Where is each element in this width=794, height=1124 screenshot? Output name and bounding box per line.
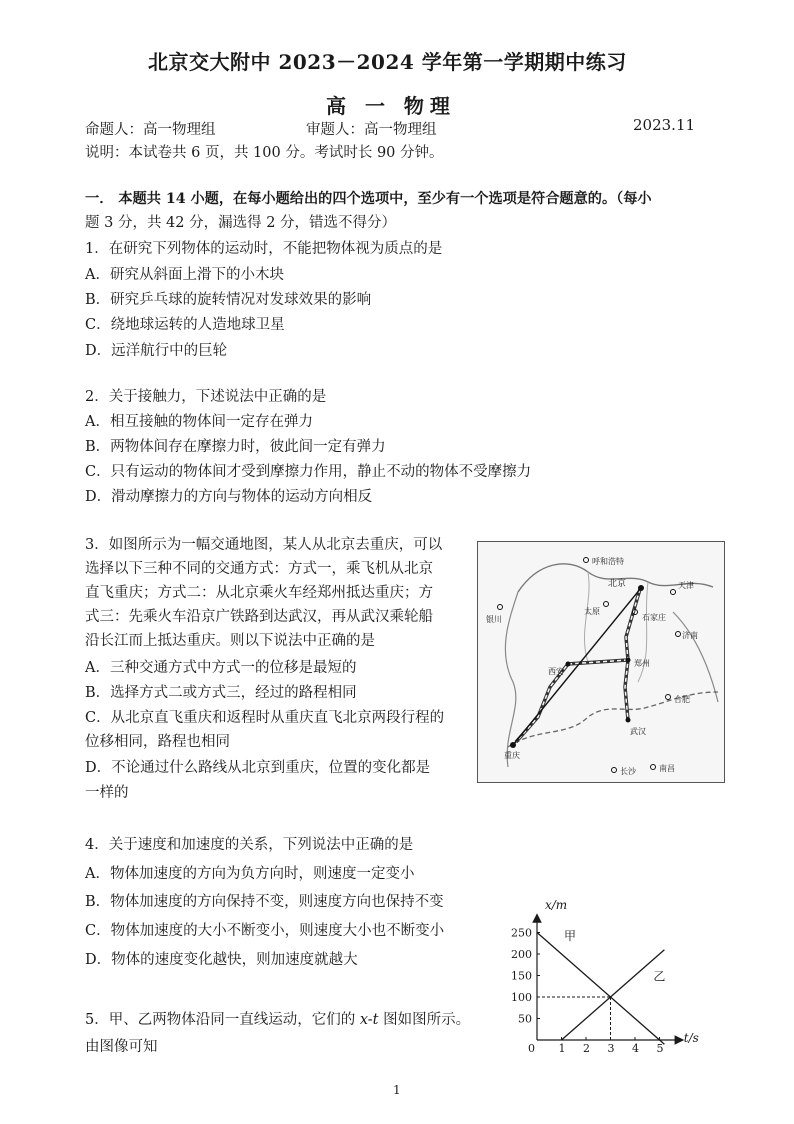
exam-subject: 高 一 物理	[326, 94, 456, 118]
q5-stem-part-a: 5．甲、乙两物体沿同一直线运动，它们的	[85, 1012, 360, 1028]
x-tick-label: 5	[656, 1042, 664, 1055]
series-jia-line	[537, 933, 664, 1045]
q3-option-d: D．不论通过什么路线从北京到重庆，位置的变化都是	[85, 760, 431, 776]
series-jia-label: 甲	[563, 929, 576, 944]
xt-graph-svg	[505, 895, 705, 1055]
map-label-shijiazhuang: 石家庄	[642, 613, 666, 622]
q3-stem-line-5: 沿长江而上抵达重庆。则以下说法中正确的是	[85, 633, 375, 649]
city-dot-changsha	[612, 768, 617, 773]
exam-date: 2023.11	[633, 116, 696, 134]
city-dot-jinan	[676, 632, 681, 637]
x-tick-label: 2	[583, 1042, 590, 1055]
series-yi-line	[562, 950, 665, 1040]
x-axis-label: t/s	[683, 1031, 699, 1045]
map-label-zhengzhou: 郑州	[634, 659, 650, 668]
x-tick-label: 1	[558, 1042, 566, 1055]
y-tick-label: 100	[511, 991, 532, 1004]
q3-option-d-cont: 一样的	[85, 785, 129, 801]
city-dot-hohhot	[584, 558, 589, 563]
exam-setter: 命题人：高一物理组	[85, 122, 216, 138]
map-label-hohhot: 呼和浩特	[592, 557, 624, 566]
x-tick-label: 3	[607, 1042, 615, 1055]
q5-stem	[85, 1011, 470, 1029]
map-label-hefei: 合肥	[674, 695, 690, 704]
y-axis-label: x/m	[545, 898, 568, 912]
railway-jingguang	[625, 589, 640, 720]
section1-heading-cont: 题 3 分，共 42 分，漏选得 2 分，错选不得分）	[85, 215, 397, 231]
q1-option-d: D．远洋航行中的巨轮	[85, 343, 228, 359]
q2-option-b: B．两物体间存在摩擦力时，彼此间一定有弹力	[85, 439, 386, 455]
q3-stem-line-2: 选择以下三种不同的交通方式：方式一，乘飞机从北京	[85, 561, 433, 577]
x-tick-label: 4	[632, 1042, 639, 1055]
q3-stem-line-3: 直飞重庆；方式二：从北京乘火车经郑州抵达重庆；方	[85, 585, 433, 601]
city-dot-xian	[566, 662, 571, 667]
xt-graph	[505, 895, 705, 1055]
exam-note: 说明：本试卷共 6 页，共 100 分。考试时长 90 分钟。	[85, 145, 444, 161]
q4-option-b: B．物体加速度的方向保持不变，则速度方向也保持不变	[85, 894, 444, 910]
series-yi-label: 乙	[653, 969, 666, 984]
q2-option-d: D．滑动摩擦力的方向与物体的运动方向相反	[85, 489, 373, 505]
x-tick-label: 0	[528, 1042, 535, 1055]
city-dot-chongqing	[510, 742, 516, 748]
q4-option-a: A．物体加速度的方向为负方向时，则速度一定变小	[85, 866, 415, 882]
city-dot-taiyuan	[604, 602, 609, 607]
exam-title: 北京交大附中 2023－2024 学年第一学期期中练习	[148, 50, 627, 74]
q3-option-a: A．三种交通方式中方式一的位移是最短的	[85, 660, 357, 676]
y-tick-label: 50	[518, 1012, 532, 1026]
y-tick-label: 150	[511, 969, 532, 983]
q5-stem-variable: x-t	[359, 1012, 379, 1028]
q5-stem-part-b: 图如图所示。	[378, 1012, 471, 1028]
map-label-jinan: 济南	[682, 631, 698, 640]
map-label-nanchang: 南昌	[659, 764, 675, 773]
q3-stem-line-1: 3．如图所示为一幅交通地图，某人从北京去重庆，可以	[85, 537, 443, 553]
city-dot-yinchuan	[498, 605, 503, 610]
q2-option-a: A．相互接触的物体间一定存在弹力	[85, 414, 313, 430]
q3-option-b: B．选择方式二或方式三，经过的路程相同	[85, 685, 357, 701]
map-label-tianjin: 天津	[678, 581, 694, 590]
q1-option-a: A．研究从斜面上滑下的小木块	[85, 267, 284, 283]
q3-stem-line-4: 式三：先乘火车沿京广铁路到达武汉，再从武汉乘轮船	[85, 609, 433, 625]
q5-stem-cont: 由图像可知	[85, 1039, 158, 1055]
y-tick-label: 200	[511, 948, 532, 961]
map-coastline	[673, 612, 718, 702]
city-dot-tianjin	[671, 590, 676, 595]
y-tick-label: 250	[511, 926, 532, 940]
q3-option-c-cont: 位移相同，路程也相同	[85, 734, 230, 750]
map-label-yinchuan: 银川	[486, 615, 502, 624]
map-label-taiyuan: 太原	[584, 607, 600, 616]
map-label-chongqing: 重庆	[504, 751, 520, 760]
map-label-changsha: 长沙	[620, 767, 636, 776]
map-label-wuhan: 武汉	[630, 727, 646, 736]
map-label-beijing: 北京	[608, 579, 627, 589]
flight-route	[513, 588, 641, 745]
q3-option-c: C．从北京直飞重庆和返程时从重庆直飞北京两段行程的	[85, 710, 445, 726]
q2-option-c: C．只有运动的物体间才受到摩擦力作用，静止不动的物体不受摩擦力	[85, 464, 532, 480]
q2-stem: 2．关于接触力，下述说法中正确的是	[85, 389, 327, 405]
section1-heading: 一． 本题共 14 小题，在每小题给出的四个选项中，至少有一个选项是符合题意的。（每小	[85, 191, 652, 207]
city-dot-beijing	[638, 585, 644, 591]
q4-option-d: D．物体的速度变化越快，则加速度就越大	[85, 952, 358, 968]
map-border-inner-1	[584, 572, 589, 662]
transport-map	[477, 541, 725, 783]
city-dot-wuhan	[626, 718, 631, 723]
map-label-xian: 西安	[548, 667, 564, 676]
q4-option-c: C．物体加速度的大小不断变小，则速度大小也不断变小	[85, 923, 445, 939]
q1-option-c: C．绕地球运转的人造地球卫星	[85, 317, 285, 333]
city-dot-hefei	[666, 695, 671, 700]
transport-map-svg	[478, 542, 724, 782]
q4-stem: 4．关于速度和加速度的关系，下列说法中正确的是	[85, 837, 414, 853]
q1-stem: 1．在研究下列物体的运动时，不能把物体视为质点的是	[85, 241, 443, 257]
q1-option-b: B．研究乒乓球的旋转情况对发球效果的影响	[85, 292, 372, 308]
page-number: 1	[393, 1083, 401, 1097]
city-dot-zhengzhou	[626, 658, 631, 663]
exam-reviewer: 审题人：高一物理组	[306, 122, 437, 138]
city-dot-nanchang	[651, 765, 656, 770]
